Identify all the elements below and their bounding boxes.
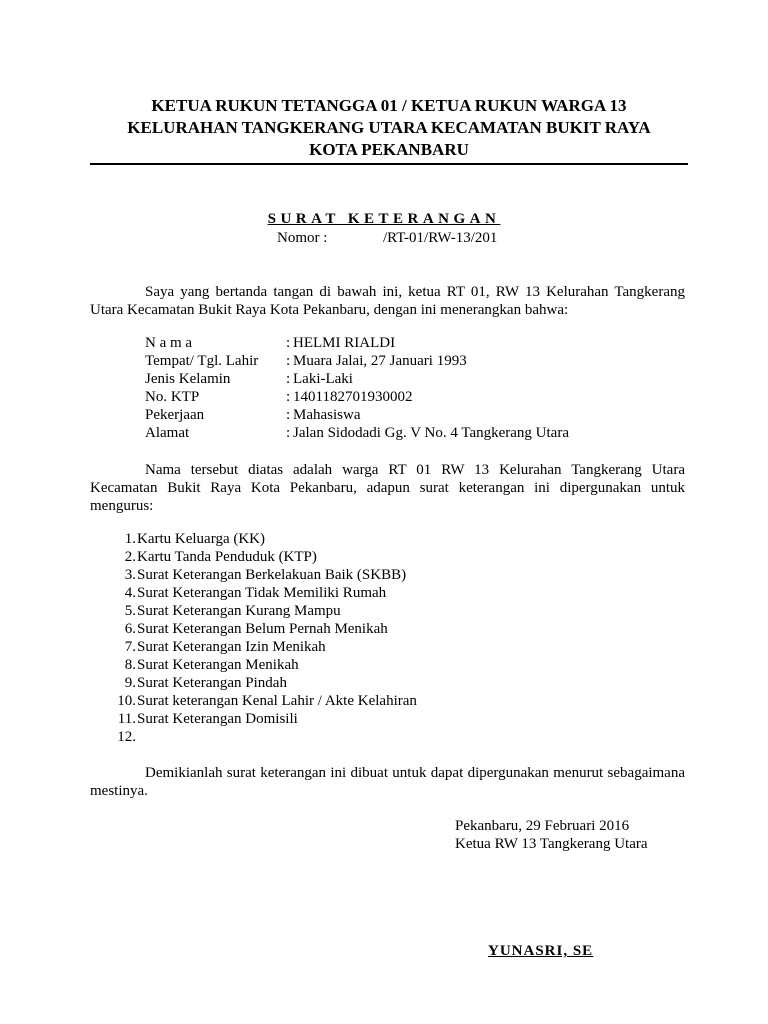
list-item-number: 11. <box>117 711 136 727</box>
list-item-number: 6. <box>124 621 136 637</box>
list-item-number: 3. <box>124 567 136 583</box>
closing-paragraph: Demikianlah surat keterangan ini dibuat untuk dapat dipergunakan menurut sebagaimana mestinya. <box>90 765 685 799</box>
list-item-text: Surat Keterangan Belum Pernah Menikah <box>137 621 388 637</box>
letterhead-divider <box>90 163 688 165</box>
list-item <box>110 656 510 674</box>
letterhead-line-2: KELURAHAN TANGKERANG UTARA KECAMATAN BUKIT RAYA <box>127 118 651 137</box>
field-value-ttl: Muara Jalai, 27 Januari 1993 <box>293 353 467 369</box>
field-value-nama: HELMI RIALDI <box>293 335 396 351</box>
field-value-jenis-kelamin: Laki-Laki <box>293 371 353 387</box>
list-item-text: Kartu Keluarga (KK) <box>137 531 266 547</box>
list-item-number: 1. <box>124 531 136 547</box>
list-item <box>110 674 510 692</box>
list-item <box>110 728 510 746</box>
list-item <box>110 548 510 566</box>
field-label-ttl: Tempat/ Tgl. Lahir <box>145 353 259 369</box>
list-item-number: 10. <box>117 693 136 709</box>
field-value-ktp: 1401182701930002 <box>293 389 413 405</box>
list-item-text: Surat Keterangan Izin Menikah <box>137 639 326 655</box>
field-colon: : <box>286 353 291 369</box>
list-item <box>110 620 510 638</box>
list-item <box>110 710 510 728</box>
field-value-alamat: Jalan Sidodadi Gg. V No. 4 Tangkerang Utara <box>293 425 569 441</box>
nomor-value: /RT-01/RW-13/201 <box>383 230 498 246</box>
list-item-number: 9. <box>124 675 136 691</box>
field-label-ktp: No. KTP <box>145 389 200 405</box>
list-item-text: Surat Keterangan Berkelakuan Baik (SKBB) <box>137 567 407 583</box>
list-item-number: 2. <box>124 549 136 565</box>
list-item-number: 7. <box>124 639 136 655</box>
letterhead <box>90 95 688 161</box>
list-item-text: Surat Keterangan Pindah <box>137 675 287 691</box>
field-colon: : <box>286 425 291 441</box>
list-item-number: 12. <box>117 729 136 745</box>
field-colon: : <box>286 407 291 423</box>
list-item-text: Surat Keterangan Menikah <box>137 657 299 673</box>
list-item-number: 8. <box>124 657 136 673</box>
field-colon: : <box>286 335 291 351</box>
field-colon: : <box>286 389 291 405</box>
nomor-label: Nomor : <box>277 230 328 246</box>
list-item <box>110 584 510 602</box>
field-label-alamat: Alamat <box>145 425 190 441</box>
list-item <box>110 638 510 656</box>
list-item <box>110 602 510 620</box>
list-item <box>110 566 510 584</box>
purpose-paragraph: Nama tersebut diatas adalah warga RT 01 RW 13 Kelurahan Tangkerang Utara Kecamatan Bukit Raya Kota Pekanbaru, adapun surat keterangan ini dipergunakan untuk mengurus: <box>90 462 685 514</box>
purpose-list <box>110 530 510 746</box>
list-item-text: Surat Keterangan Domisili <box>137 711 298 727</box>
place-date: Pekanbaru, 29 Februari 2016 <box>455 818 630 834</box>
list-item <box>110 530 510 548</box>
list-item-text: Surat Keterangan Kurang Mampu <box>137 603 341 619</box>
field-label-jenis-kelamin: Jenis Kelamin <box>145 371 231 387</box>
list-item-number: 5. <box>124 603 136 619</box>
list-item-text: Surat Keterangan Tidak Memiliki Rumah <box>137 585 387 601</box>
letterhead-line-3: KOTA PEKANBARU <box>309 140 469 159</box>
signer-name: YUNASRI, SE <box>488 943 594 959</box>
letterhead-line-1: KETUA RUKUN TETANGGA 01 / KETUA RUKUN WARGA 13 <box>151 96 627 115</box>
field-value-pekerjaan: Mahasiswa <box>293 407 361 423</box>
identity-fields <box>0 334 768 442</box>
signer-title: Ketua RW 13 Tangkerang Utara <box>455 836 648 852</box>
list-item-text: Kartu Tanda Penduduk (KTP) <box>137 549 317 565</box>
list-item <box>110 692 510 710</box>
field-label-pekerjaan: Pekerjaan <box>145 407 205 423</box>
field-label-nama: N a m a <box>145 335 193 351</box>
list-item-number: 4. <box>124 585 136 601</box>
list-item-text: Surat keterangan Kenal Lahir / Akte Kelahiran <box>137 693 417 709</box>
field-colon: : <box>286 371 291 387</box>
letter-title: SURAT KETERANGAN <box>267 211 501 227</box>
intro-paragraph: Saya yang bertanda tangan di bawah ini, ketua RT 01, RW 13 Kelurahan Tangkerang Utara Kecamatan Bukit Raya Kota Pekanbaru, dengan ini menerangkan bahwa: <box>90 284 685 318</box>
